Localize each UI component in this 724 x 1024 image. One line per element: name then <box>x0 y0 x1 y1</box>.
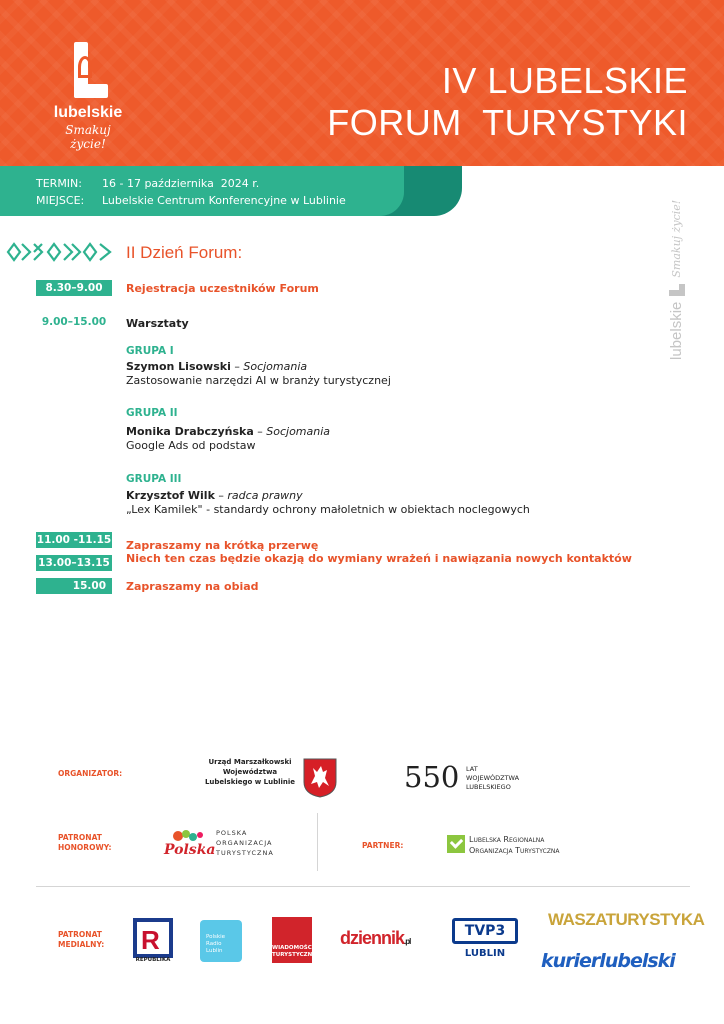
anniversary-number: 550 <box>404 760 460 794</box>
event-registration: Rejestracja uczestników Forum <box>126 282 319 295</box>
patronage-label-2: HONOROWY: <box>58 843 112 852</box>
prl-line-3: Lublin <box>206 948 223 954</box>
tvp3-logo: TVP3 <box>452 918 518 944</box>
patronage-label-1: PATRONAT <box>58 833 102 842</box>
footer-divider-vertical <box>317 813 318 871</box>
time-workshops: 9.00–15.00 <box>41 316 107 328</box>
session-topic: „Lex Kamilek" - standardy ochrony małoletnich w obiektach noclegowych <box>126 502 530 516</box>
page-title <box>327 60 688 144</box>
honorary-patronage-label <box>58 833 112 853</box>
dziennik-wschodni-logo <box>340 928 410 949</box>
prl-line-1: Polskie <box>206 934 225 940</box>
republika-logo-icon: R <box>133 918 173 958</box>
anniversary-text-3: LUBELSKIEGO <box>466 783 511 791</box>
header-banner <box>0 0 724 166</box>
speaker-org: Socjomania <box>243 360 308 373</box>
wt-line-2: TURYSTYCZNE <box>272 952 317 958</box>
event-break-2: Niech ten czas będzie okazją do wymiany wrażeń i nawiązania nowych kontaktów <box>126 552 632 565</box>
side-vertical-logo <box>660 185 700 365</box>
lrot-line-2: Organizacja Turystyczna <box>469 846 560 855</box>
pot-name <box>216 828 274 858</box>
info-band <box>0 166 404 216</box>
title-line-1: IV LUBELSKIE <box>441 60 688 101</box>
kurier-lubelski-logo: kurierlubelski <box>541 950 675 972</box>
media-label-2: MEDIALNY: <box>58 940 105 949</box>
speaker-name: Monika Drabczyńska <box>126 425 254 438</box>
speaker-sep: – <box>253 425 267 438</box>
folk-pattern-icon <box>6 240 114 264</box>
day-heading: II Dzień Forum: <box>126 243 243 262</box>
republika-logo-text: REPUBLIKA <box>135 957 171 963</box>
speaker-sep: – <box>230 360 244 373</box>
time-badge-registration: 8.30–9.00 <box>36 280 112 296</box>
term-value: 16 - 17 października 2024 r. <box>102 177 260 190</box>
lublin-coat-of-arms-icon <box>303 758 337 798</box>
side-logo-l-icon <box>669 284 685 296</box>
term-row <box>36 177 259 190</box>
pot-line-3: TURYSTYCZNA <box>216 849 274 857</box>
lrot-name <box>469 834 560 856</box>
wiadomosci-turystyczne-logo <box>272 917 317 963</box>
place-label: MIEJSCE: <box>36 194 85 207</box>
speaker-sep: – <box>214 489 228 502</box>
organizer-label: ORGANIZATOR: <box>58 769 123 778</box>
anniversary-text-2: WOJEWÓDZTWA <box>466 774 520 782</box>
organizer-name: Urząd Marszałkowski Województwa Lubelskiego w Lublinie <box>204 758 296 786</box>
polska-pot-logo-icon <box>162 828 216 860</box>
lubelskie-logo-icon <box>66 38 110 102</box>
logo-brand: lubelskie <box>53 104 123 121</box>
place-value: Lubelskie Centrum Konferencyjne w Lublinie <box>102 194 346 207</box>
group-1-session <box>126 360 391 387</box>
group-3-label: GRUPA III <box>126 473 182 485</box>
time-badge-lunch: 15.00 <box>36 578 112 594</box>
group-3-session <box>126 489 530 516</box>
event-workshops: Warsztaty <box>126 317 189 330</box>
lrot-line-1: Lubelska Regionalna <box>469 835 545 844</box>
pot-line-2: ORGANIZACJA <box>216 839 273 847</box>
event-break-1: Zapraszamy na krótką przerwę <box>126 539 319 552</box>
prl-line-2: Radio <box>206 941 222 947</box>
group-2-label: GRUPA II <box>126 407 178 419</box>
place-row <box>36 194 346 207</box>
pot-line-1: POLSKA <box>216 829 248 837</box>
side-logo-brand: lubelskie <box>668 301 685 360</box>
time-badge-break-2: 13.00–13.15 <box>36 555 112 571</box>
partner-label: PARTNER: <box>362 841 404 850</box>
lubelskie-logo <box>48 38 128 151</box>
group-2-session <box>126 425 330 452</box>
time-badge-break-1: 11.00 -11.15 <box>36 534 112 546</box>
polskie-radio-lublin-logo <box>200 920 242 962</box>
media-patronage-label <box>58 930 104 950</box>
group-1-label: GRUPA I <box>126 345 174 357</box>
media-label-1: PATRONAT <box>58 930 102 939</box>
dziennik-text: dziennik <box>340 928 405 948</box>
speaker-org: Socjomania <box>266 425 331 438</box>
anniversary-text <box>466 765 519 792</box>
event-lunch: Zapraszamy na obiad <box>126 580 259 593</box>
speaker-org: radca prawny <box>227 489 303 502</box>
wasza-turystyka-logo: WASZATURYSTYKA <box>548 910 705 929</box>
polska-logo-text: Polska <box>164 842 216 858</box>
speaker-name: Krzysztof Wilk <box>126 489 215 502</box>
dziennik-pl-text: .pl <box>404 937 411 946</box>
lrot-check-icon <box>447 835 465 853</box>
logo-slogan: Smakuj życie! <box>65 123 111 151</box>
term-label: TERMIN: <box>36 177 82 190</box>
footer-divider-horizontal <box>36 886 690 887</box>
session-topic: Google Ads od podstaw <box>126 438 256 452</box>
wt-line-1: WIADOMOŚCI <box>272 945 314 951</box>
anniversary-text-1: LAT <box>466 765 478 773</box>
tvp3-city: LUBLIN <box>464 948 506 959</box>
title-line-2: FORUM TURYSTYKI <box>327 102 688 143</box>
session-topic: Zastosowanie narzędzi AI w branży turystycznej <box>126 373 391 387</box>
speaker-name: Szymon Lisowski <box>126 360 231 373</box>
side-logo-slogan: Smakuj życie! <box>670 199 683 278</box>
